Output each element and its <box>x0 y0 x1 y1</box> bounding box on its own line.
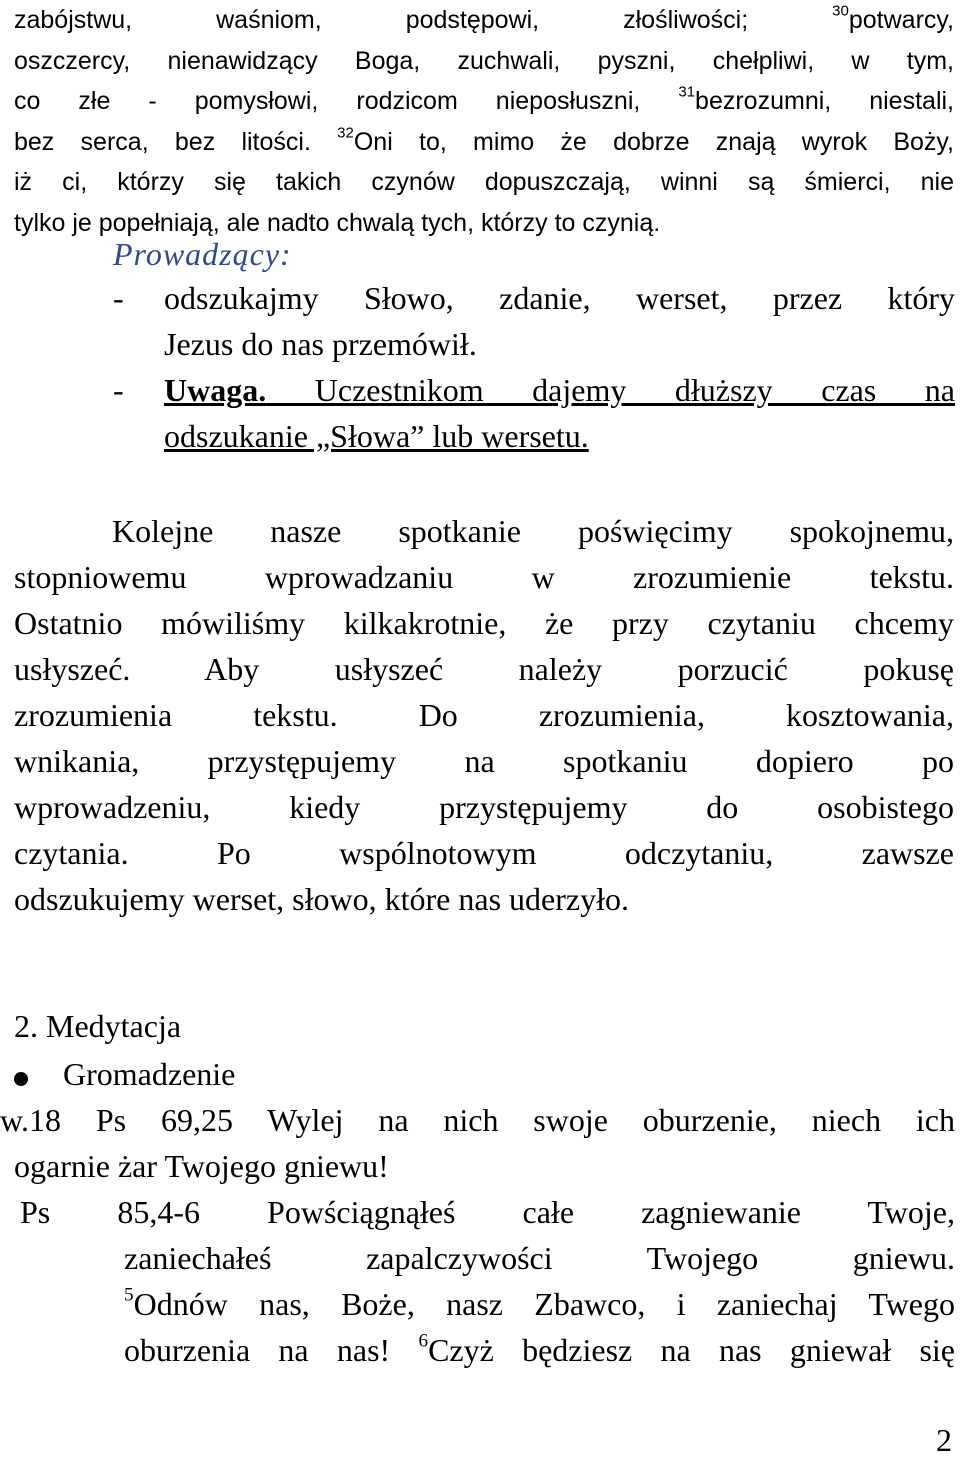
text-line: tylko je popełniają, ale nadto chwalą tych, którzy to czynią. <box>14 208 661 237</box>
bullet-icon <box>14 1072 28 1086</box>
verse-number: 5 <box>124 1284 134 1306</box>
text-line: zabójstwu, waśniom, podstępowi, złośliwości; $^{30}$potwarcy, <box>14 2 954 34</box>
text-line: wprowadzeniu, kiedy przystępujemy do osobistego <box>14 789 954 825</box>
opening-paragraph <box>14 0 954 243</box>
text-line: w.18 Ps 69,25 Wylej na nich swoje oburzenie, niech ich <box>0 1102 955 1138</box>
text-line: Kolejne nasze spotkanie poświęcimy spokojnemu, <box>112 513 954 549</box>
text-line: $^5$Odnów nas, Boże, nasz Zbawco, i zaniechaj Twego <box>124 1284 955 1322</box>
text-line: bez serca, bez litości. $^{32}$Oni to, mimo że dobrze znają wyrok Boży, <box>14 123 954 156</box>
psalm-quote <box>20 1194 955 1378</box>
text-line: odszukajmy Słowo, zdanie, werset, przez który <box>164 280 955 316</box>
section-heading: 2. Medytacja <box>14 1008 182 1044</box>
verse-number: 6 <box>418 1330 429 1352</box>
text-line: czytania. Po wspólnotowym odczytaniu, zawsze <box>14 835 954 871</box>
verse-number: 32 <box>337 123 354 141</box>
dash-marker: - <box>113 372 124 408</box>
text-line: Uwaga. Uczestnikom dajemy dłuższy czas na <box>164 372 955 408</box>
text-line: co złe - pomysłowi, rodzicom nieposłuszni, $^{31}$bezrozumni, niestali, <box>14 83 954 115</box>
verse-number: 30 <box>832 2 849 20</box>
text-line: oszczercy, nienawidzący Boga, zuchwali, pyszni, chełpliwi, w tym, <box>14 46 954 75</box>
text-line: zrozumienia tekstu. Do zrozumienia, kosztowania, <box>14 697 954 733</box>
text-line: odszukanie „Słowa” lub wersetu. <box>164 418 589 454</box>
bullet-label: Gromadzenie <box>63 1056 236 1092</box>
text-line: stopniowemu wprowadzaniu w zrozumienie tekstu. <box>14 559 954 595</box>
text-line: odszukujemy werset, słowo, które nas uderzyło. <box>14 881 629 917</box>
dash-marker: - <box>113 280 124 316</box>
leader-label: Prowadzący: <box>113 236 292 272</box>
text-line: ogarnie żar Twojego gniewu! <box>14 1148 389 1184</box>
verse-number: 31 <box>678 83 696 101</box>
text-line: Ps 85,4-6 Powściągnąłeś całe zagniewanie Twoje, <box>20 1194 955 1230</box>
page-number: 2 <box>936 1422 952 1458</box>
text-line: zaniechałeś zapalczywości Twojego gniewu. <box>124 1240 955 1276</box>
text-line: usłyszeć. Aby usłyszeć należy porzucić pokusę <box>14 651 954 687</box>
text-line: oburzenia na nas! $^6$Czyż będziesz na nas gniewał się <box>124 1330 955 1368</box>
text-line: wnikania, przystępujemy na spotkaniu dopiero po <box>14 743 954 779</box>
note-label: Uwaga. <box>164 372 267 408</box>
main-paragraph <box>14 508 954 922</box>
text-line: iż ci, którzy się takich czynów dopuszczają, winni są śmierci, nie <box>14 168 954 196</box>
text-line: Jezus do nas przemówił. <box>164 326 477 362</box>
verse-quote <box>0 1102 955 1194</box>
text-line: Ostatnio mówiliśmy kilkakrotnie, że przy czytaniu chcemy <box>14 605 954 641</box>
